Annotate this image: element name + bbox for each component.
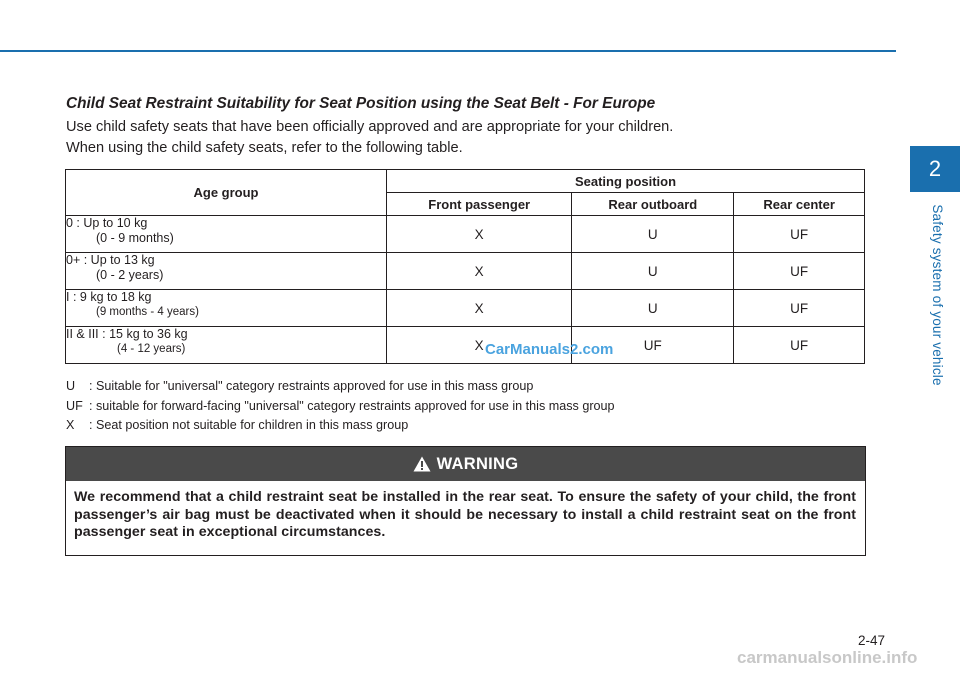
legend-code: UF — [66, 398, 83, 413]
age-group-cell — [66, 216, 387, 253]
warning-header — [66, 447, 865, 481]
column-header-rear-center: Rear center — [734, 193, 865, 216]
rear-center-value: UF — [734, 290, 865, 327]
age-group-cell — [66, 253, 387, 290]
front-passenger-value: X — [387, 327, 572, 364]
warning-box — [65, 446, 866, 556]
chapter-tab: 2 — [910, 146, 960, 192]
age-group-cell — [66, 327, 387, 364]
front-passenger-value: X — [387, 290, 572, 327]
warning-triangle-icon — [413, 456, 431, 472]
seating-position-header: Seating position — [387, 170, 865, 193]
rear-center-value: UF — [734, 327, 865, 364]
table-row — [66, 327, 865, 364]
rear-outboard-value: U — [572, 290, 734, 327]
legend-code: X — [66, 418, 75, 432]
section-title: Child Seat Restraint Suitability for Seat Position using the Seat Belt - For Europe — [66, 95, 656, 112]
age-group-header: Age group — [66, 170, 387, 216]
table-row — [66, 253, 865, 290]
warning-text: We recommend that a child restraint seat be installed in the rear seat. To ensure the safety of your child, the front passenger’s air bag must be deactivated when it should be necessary to install a child restraint seat on the front passenger seat in exceptional circumstances. — [74, 489, 856, 540]
table-row — [66, 216, 865, 253]
rear-outboard-value: U — [572, 216, 734, 253]
age-group-age: (0 - 2 years) — [96, 268, 164, 282]
chapter-side-title: Safety system of your vehicle — [930, 204, 945, 386]
page-number: 2-47 — [858, 633, 886, 648]
age-group-range: I : 9 kg to 18 kg — [66, 290, 152, 304]
warning-title: WARNING — [436, 454, 519, 473]
legend-notes — [66, 377, 615, 436]
front-passenger-value: X — [387, 216, 572, 253]
rear-center-value: UF — [734, 216, 865, 253]
watermark-footer: carmanualsonline.info — [737, 648, 918, 667]
suitability-table — [65, 169, 865, 364]
legend-item-x — [66, 416, 615, 436]
header-rule — [0, 50, 896, 52]
watermark-center: CarManuals2.com — [485, 341, 614, 358]
rear-outboard-value: U — [572, 253, 734, 290]
age-group-range: 0+ : Up to 13 kg — [66, 253, 155, 267]
age-group-cell — [66, 290, 387, 327]
column-header-rear-outboard: Rear outboard — [572, 193, 734, 216]
rear-outboard-value: UF — [572, 327, 734, 364]
age-group-range: 0 : Up to 10 kg — [66, 216, 148, 230]
legend-text: : Suitable for "universal" category restraints approved for use in this mass group — [89, 379, 534, 393]
table-row — [66, 290, 865, 327]
age-group-age: (9 months - 4 years) — [96, 306, 199, 318]
age-group-range: II & III : 15 kg to 36 kg — [66, 327, 188, 341]
age-group-age: (0 - 9 months) — [96, 231, 174, 245]
column-header-front-passenger: Front passenger — [387, 193, 572, 216]
legend-item-uf — [66, 397, 615, 417]
instruction-paragraph: When using the child safety seats, refer to the following table. — [66, 140, 463, 156]
age-group-age: (4 - 12 years) — [117, 343, 186, 355]
front-passenger-value: X — [387, 253, 572, 290]
legend-text: : Seat position not suitable for children in this mass group — [89, 418, 409, 432]
legend-code: U — [66, 379, 76, 393]
legend-text: : suitable for forward-facing "universal" category restraints approved for use in this mass group — [89, 398, 615, 413]
legend-item-u — [66, 377, 615, 397]
table-header-row — [66, 170, 865, 193]
rear-center-value: UF — [734, 253, 865, 290]
intro-paragraph: Use child safety seats that have been officially approved and are appropriate for your children. — [66, 119, 674, 135]
